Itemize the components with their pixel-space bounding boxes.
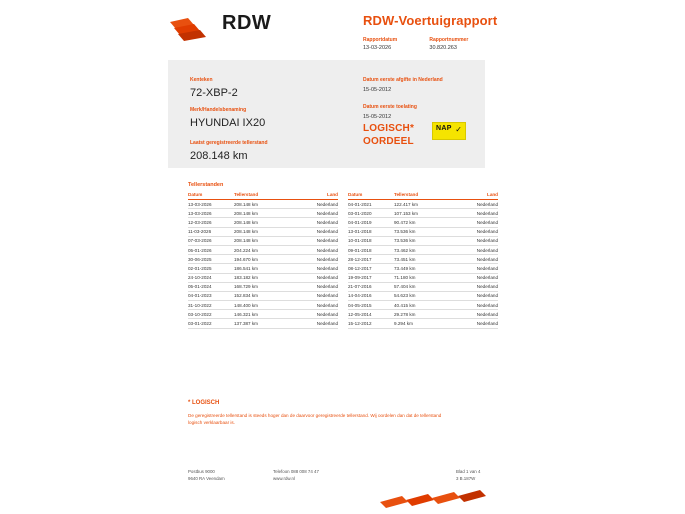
field-kenteken [190,76,340,101]
rdw-chevron-logo-icon [380,490,500,508]
cell-tellerstand: 57.404 km [394,282,450,291]
field-kenteken-value: 72-XBP-2 [190,87,238,99]
table-row [348,200,498,209]
cell-land: Nederland [290,310,338,319]
cell-tellerstand: 54.623 km [394,291,450,300]
table-row [188,236,338,245]
cell-tellerstand: 208.148 km [234,209,290,218]
logo-text: RDW [222,12,272,34]
table-row [188,227,338,236]
field-tellerstand [190,139,340,164]
footnote-block [188,400,488,426]
table-row [188,273,338,282]
verdict-oordeel: OORDEEL [363,136,414,147]
footnote-body: De geregistreerde tellerstand is steeds hoger dan de daarvoor geregistreerde tellerstand. Wij oordelen dan dat de tellerstand logisch verklaarbaar is. [188,413,442,425]
odometer-left-body [188,200,338,329]
cell-land: Nederland [290,273,338,282]
cell-datum: 12-05-2014 [348,310,394,319]
cell-tellerstand: 208.148 km [234,200,290,209]
meta-rapportnummer [429,36,549,53]
field-merk-value: HYUNDAI IX20 [190,117,266,129]
cell-datum: 15-12-2012 [348,319,394,328]
cell-land: Nederland [450,200,498,209]
field-eerste-afgifte [363,76,483,95]
col-land: Land [450,191,498,200]
cell-datum: 10-01-2018 [348,236,394,245]
footer-address-line1: Postbus 9000 [188,469,215,474]
table-row [188,264,338,273]
cell-land: Nederland [450,310,498,319]
meta-rapportdatum-value: 13-03-2026 [363,45,392,51]
cell-tellerstand: 183.182 km [234,273,290,282]
rdw-chevron-logo-icon [168,16,218,42]
table-row [348,264,498,273]
cell-land: Nederland [450,227,498,236]
col-land: Land [290,191,338,200]
cell-datum: 09-01-2018 [348,245,394,254]
field-eerste-toelating [363,103,483,122]
meta-rapportdatum [363,36,428,53]
field-merk-label: Merk/Handelsbenaming [190,107,247,113]
nap-badge [432,122,466,140]
cell-datum: 04-01-2019 [348,218,394,227]
footnote-title: * LOGISCH [188,400,220,406]
cell-land: Nederland [450,218,498,227]
cell-tellerstand: 73.536 km [394,227,450,236]
table-row [348,255,498,264]
cell-tellerstand: 9.294 km [394,319,450,328]
cell-land: Nederland [290,282,338,291]
cell-land: Nederland [290,236,338,245]
cell-tellerstand: 152.834 km [234,291,290,300]
summary-right-column [363,76,483,122]
cell-tellerstand: 107.153 km [394,209,450,218]
cell-datum: 05-01-2026 [188,245,234,254]
cell-tellerstand: 71.180 km [394,273,450,282]
table-row [188,255,338,264]
cell-datum: 04-01-2023 [188,291,234,300]
footer-page-number: Blad 1 van 4 [456,469,481,474]
cell-land: Nederland [450,301,498,310]
cell-datum: 03-01-2020 [348,209,394,218]
cell-tellerstand: 40.415 km [394,301,450,310]
cell-land: Nederland [290,319,338,328]
field-eerste-afgifte-label: Datum eerste afgifte in Nederland [363,77,443,83]
cell-datum: 28-12-2017 [348,255,394,264]
cell-land: Nederland [290,227,338,236]
table-row [188,209,338,218]
cell-datum: 05-01-2024 [188,282,234,291]
cell-datum: 04-01-2021 [348,200,394,209]
cell-datum: 07-03-2026 [188,236,234,245]
document-footer [0,468,685,514]
cell-tellerstand: 137.387 km [234,319,290,328]
cell-land: Nederland [290,209,338,218]
table-row [348,227,498,236]
report-meta [363,36,663,53]
table-row [188,282,338,291]
odometer-section-title: Tellerstanden [188,182,224,188]
cell-land: Nederland [450,264,498,273]
cell-land: Nederland [290,200,338,209]
cell-tellerstand: 168.729 km [234,282,290,291]
cell-datum: 30-06-2025 [188,255,234,264]
rdw-logo [168,10,288,46]
cell-tellerstand: 73.451 km [394,255,450,264]
col-tellerstand: Tellerstand [234,191,290,200]
cell-land: Nederland [450,273,498,282]
field-eerste-toelating-label: Datum eerste toelating [363,104,417,110]
cell-datum: 21-07-2016 [348,282,394,291]
nap-badge-label: NAP [436,125,452,132]
col-datum: Datum [348,191,394,200]
table-row [348,218,498,227]
field-tellerstand-label: Laatst geregistreerde tellerstand [190,140,268,146]
table-row [348,273,498,282]
cell-datum: 02-01-2025 [188,264,234,273]
field-eerste-afgifte-value: 15-05-2012 [363,87,392,93]
footer-address-line2: 9640 RA Veendam [188,476,225,481]
cell-land: Nederland [450,282,498,291]
table-row [348,291,498,300]
table-header-row [348,191,498,200]
footer-pageinfo [456,468,480,482]
cell-tellerstand: 208.148 km [234,218,290,227]
meta-rapportnummer-value: 30.820.263 [429,45,457,51]
field-kenteken-label: Kenteken [190,77,213,83]
summary-left-column [190,76,340,164]
cell-datum: 08-12-2017 [348,264,394,273]
report-title: RDW-Voertuigrapport [363,13,498,28]
meta-rapportdatum-label: Rapportdatum [363,37,398,43]
cell-tellerstand: 146.321 km [234,310,290,319]
cell-land: Nederland [290,218,338,227]
cell-datum: 14-04-2016 [348,291,394,300]
cell-land: Nederland [290,291,338,300]
cell-tellerstand: 73.536 km [394,236,450,245]
check-icon: ✓ [455,125,462,134]
table-row [188,291,338,300]
cell-land: Nederland [450,319,498,328]
table-row [188,310,338,319]
odometer-section [188,182,498,329]
cell-tellerstand: 148.400 km [234,301,290,310]
cell-land: Nederland [450,245,498,254]
col-tellerstand: Tellerstand [394,191,450,200]
table-row [188,200,338,209]
footer-address [188,468,225,482]
table-row [348,245,498,254]
cell-land: Nederland [450,209,498,218]
table-header-row [188,191,338,200]
cell-datum: 19-09-2017 [348,273,394,282]
table-row [348,282,498,291]
cell-land: Nederland [450,255,498,264]
cell-datum: 24-10-2024 [188,273,234,282]
cell-datum: 11-03-2026 [188,227,234,236]
table-row [188,319,338,328]
cell-datum: 13-03-2026 [188,209,234,218]
cell-tellerstand: 90.472 km [394,218,450,227]
table-row [188,218,338,227]
odometer-right-body [348,200,498,329]
table-row [348,209,498,218]
cell-tellerstand: 208.148 km [234,227,290,236]
field-merk [190,106,340,131]
cell-datum: 13-01-2018 [348,227,394,236]
cell-datum: 03-10-2022 [188,310,234,319]
cell-land: Nederland [290,264,338,273]
verdict-block [363,122,414,148]
footer-contact [273,468,319,482]
cell-land: Nederland [450,236,498,245]
footer-form-code: 3 B.187W [456,476,476,481]
odometer-table-right [348,191,498,329]
cell-land: Nederland [290,245,338,254]
cell-datum: 03-01-2022 [188,319,234,328]
cell-datum: 13-03-2026 [188,200,234,209]
cell-tellerstand: 73.462 km [394,245,450,254]
cell-datum: 04-05-2015 [348,301,394,310]
table-row [188,245,338,254]
footer-website[interactable]: www.rdw.nl [273,476,295,481]
table-row [188,301,338,310]
verdict-logisch: LOGISCH* [363,123,415,134]
cell-tellerstand: 186.541 km [234,264,290,273]
table-row [348,319,498,328]
col-datum: Datum [188,191,234,200]
cell-tellerstand: 29.278 km [394,310,450,319]
table-row [348,301,498,310]
field-eerste-toelating-value: 15-05-2012 [363,114,392,120]
meta-rapportnummer-label: Rapportnummer [429,37,469,43]
vehicle-summary-panel [168,60,485,168]
cell-land: Nederland [290,255,338,264]
odometer-table-left [188,191,338,329]
cell-tellerstand: 73.449 km [394,264,450,273]
document-header [0,0,685,60]
cell-tellerstand: 204.224 km [234,245,290,254]
cell-datum: 31-10-2022 [188,301,234,310]
cell-tellerstand: 122.417 km [394,200,450,209]
cell-datum: 12-03-2026 [188,218,234,227]
cell-land: Nederland [450,291,498,300]
table-row [348,310,498,319]
field-tellerstand-value: 208.148 km [190,150,248,162]
footer-phone: Telefoon 088 008 74 47 [273,469,319,474]
cell-tellerstand: 208.148 km [234,236,290,245]
cell-tellerstand: 194.670 km [234,255,290,264]
table-row [348,236,498,245]
cell-land: Nederland [290,301,338,310]
